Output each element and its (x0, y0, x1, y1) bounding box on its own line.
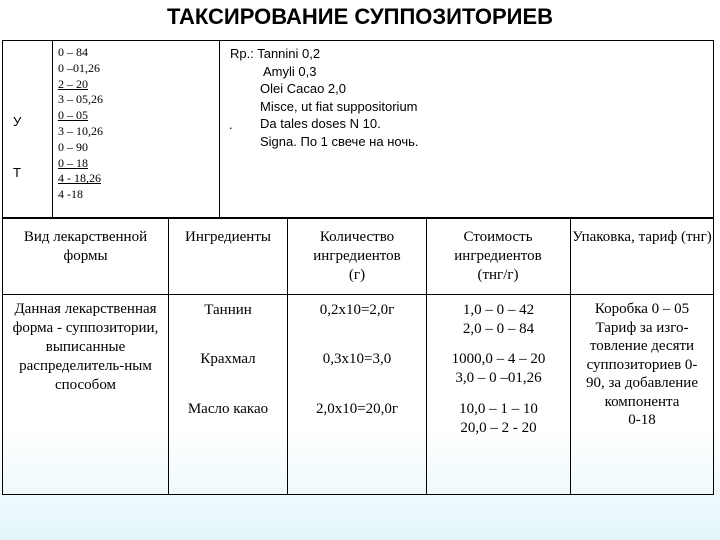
page-title: ТАКСИРОВАНИЕ СУППОЗИТОРИЕВ (166, 4, 554, 29)
header-divider (3, 294, 713, 295)
divider (219, 41, 220, 218)
prescription-line: Olei Cacao 2,0 (260, 81, 346, 96)
tariff-line: 4 -18 (58, 187, 83, 202)
header-amount: Количество ингредиентов (г) (313, 229, 401, 283)
tariff-line: 3 – 05,26 (58, 92, 103, 107)
header-ingredients: Ингредиенты (185, 229, 271, 245)
ingredient-cost: 1,0 – 0 – 42 2,0 – 0 – 84 (462, 302, 535, 337)
tariff-list (58, 45, 103, 203)
divider (52, 41, 53, 218)
tariff-line: 0 – 84 (58, 45, 88, 59)
side-label-t: Т (13, 165, 21, 180)
tariff-line: 3 – 10,26 (58, 123, 103, 138)
ingredient-amount: 0,3х10=3,0 (322, 351, 392, 367)
tariff-block (2, 40, 714, 219)
prescription (230, 45, 418, 150)
tariff-line: 0 –01,26 (58, 60, 100, 75)
tariff-line: 0 – 18 (58, 155, 88, 170)
header-packaging: Упаковка, тариф (тнг) (572, 229, 712, 245)
ingredient-cost: 10,0 – 1 – 10 20,0 – 2 - 20 (459, 401, 538, 436)
prescription-line: Amyli 0,3 (263, 63, 317, 79)
form-description: Данная лекарственная форма - суппозитории, выписанные распределитель-ным способом (12, 301, 159, 393)
packaging-tariff: Коробка 0 – 05 Тариф за изго- товление десяти суппозиториев 0- 90, за добавление компонента 0-18 (586, 301, 698, 428)
side-label-u: У (13, 114, 22, 129)
ingredient-amount: 2,0х10=20,0г (315, 401, 399, 417)
tariff-line: 0 – 05 (58, 108, 88, 123)
ingredient-cost: 1000,0 – 4 – 20 3,0 – 0 –01,26 (451, 351, 546, 386)
ingredient-name: Таннин (204, 302, 252, 318)
tariff-line: 4 - 18,26 (58, 171, 101, 186)
prescription-dot: . (229, 117, 233, 132)
tariff-line: 2 – 20 (58, 76, 88, 91)
ingredient-amount: 0,2х10=2,0г (319, 302, 395, 318)
tariff-line: 0 – 90 (58, 139, 88, 154)
ingredient-name: Крахмал (200, 351, 256, 367)
header-cost: Стоимость ингредиентов (тнг/г) (454, 229, 542, 283)
ingredient-name: Масло какао (187, 401, 269, 417)
header-form: Вид лекарственной формы (23, 229, 148, 264)
prescription-line: Signa. По 1 свече на ночь. (260, 133, 419, 149)
prescription-line: Da tales doses N 10. (260, 116, 381, 131)
pricing-table (2, 217, 714, 495)
prescription-line: Rp.: Tannini 0,2 (230, 46, 321, 61)
prescription-line: Misce, ut fiat suppositorium (260, 98, 418, 114)
